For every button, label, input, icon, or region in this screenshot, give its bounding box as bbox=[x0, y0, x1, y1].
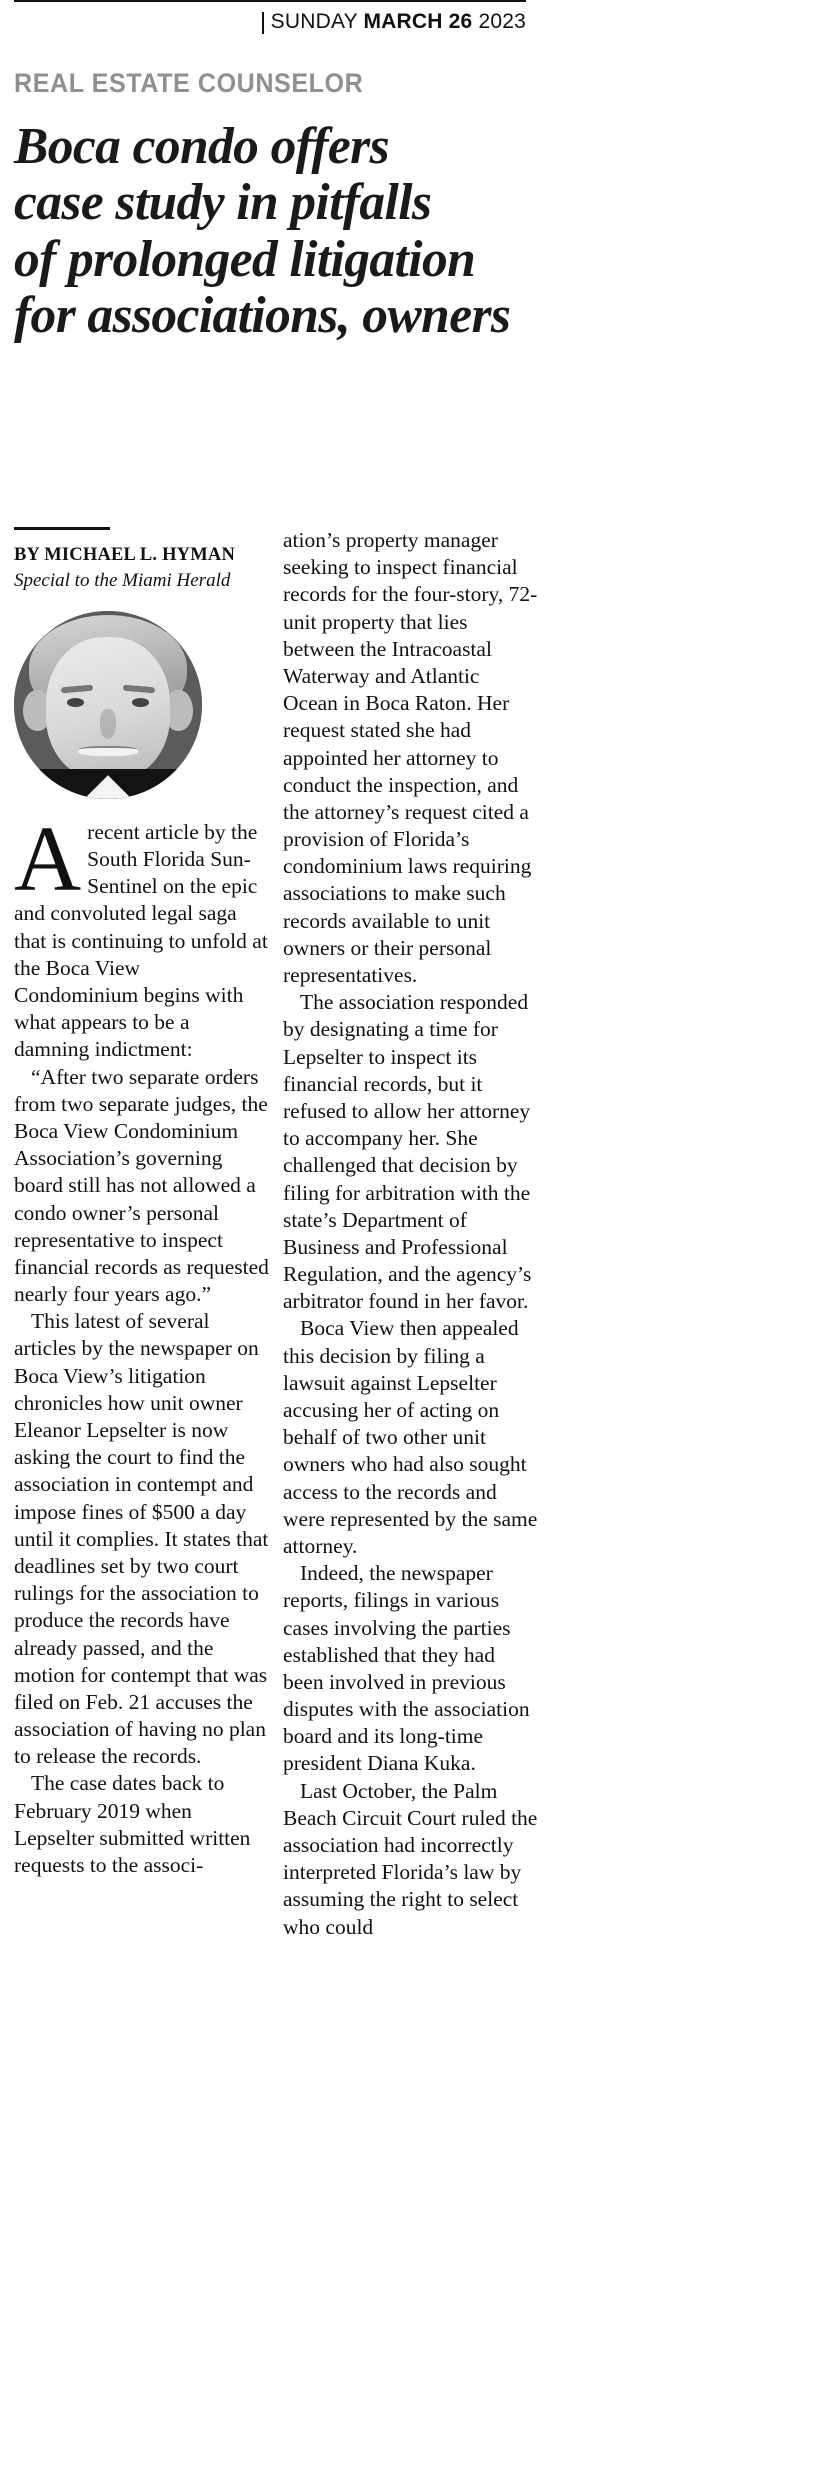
column-right bbox=[283, 527, 538, 1941]
headshot-eye-left bbox=[67, 698, 84, 707]
headshot-mouth bbox=[78, 746, 138, 755]
paragraph: Indeed, the newspaper reports, filings in various cases involving the parties established that they had been involved in previous disputes with the association board and its long-time president Diana Kuka. bbox=[283, 1561, 530, 1776]
headshot-nose bbox=[100, 709, 117, 739]
column-left-body bbox=[14, 807, 269, 1879]
headline-line-4: for associations, owners bbox=[14, 287, 511, 345]
article-columns bbox=[14, 527, 539, 1941]
headline-line-1: Boca condo offers bbox=[14, 118, 390, 175]
masthead-divider bbox=[262, 12, 264, 34]
avatar bbox=[14, 611, 202, 799]
paragraph: ation’s property manager seeking to inspect financial records for the four-story, 72-unit property that lies between the Intracoastal Waterway and Atlantic Ocean in Boca Raton. Her request stated she had appointed her attorney to conduct the inspection, and the attorney’s request cited a provision of Florida’s condominium laws requiring associations to make such records available to unit owners or their personal representatives. bbox=[283, 528, 538, 987]
author-headshot-wrap bbox=[14, 611, 269, 799]
paragraph: “After two separate orders from two separate judges, the Boca View Condominium Association’s governing board still has not allowed a condo owner’s personal representative to inspect financial records as requested nearly four years ago.” bbox=[14, 1064, 269, 1307]
drop-cap: A bbox=[14, 807, 82, 911]
column-left bbox=[14, 527, 269, 1941]
paragraph: Last October, the Palm Beach Circuit Court ruled the association had incorrectly interpreted Florida’s law by assuming the right to select who could bbox=[283, 1778, 538, 1939]
paragraph bbox=[14, 807, 269, 1064]
headline-line-3: of prolonged litigation bbox=[14, 230, 476, 288]
article-headline bbox=[14, 119, 549, 345]
byline-rule bbox=[14, 527, 110, 530]
paragraph: The association responded by designating a time for Lepselter to inspect its financial records, but it refused to allow her attorney to accompany her. She challenged that decision by filing for arbitration with the state’s Department of Business and Professional Regulation, and the agency’s arbitrator found in her favor. bbox=[283, 990, 532, 1314]
dateline-month-day: MARCH 26 bbox=[363, 10, 473, 33]
byline-desk: Special to the Miami Herald bbox=[14, 570, 231, 592]
dateline-weekday: SUNDAY bbox=[270, 10, 358, 33]
section-kicker: REAL ESTATE COUNSELOR bbox=[14, 68, 364, 98]
dateline bbox=[271, 10, 526, 34]
paragraph: This latest of several articles by the newspaper on Boca View’s litigation chronicles how unit owner Eleanor Lepselter is now asking the court to find the association in contempt and impose fines of $500 a day until it complies. It states that deadlines set by two court rulings for the association to produce the records have already passed, and the motion for contempt that was filed on Feb. 21 accuses the association of having no plan to release the records. bbox=[14, 1309, 269, 1769]
dateline-year: 2023 bbox=[478, 10, 526, 33]
paragraph: Boca View then appealed this decision by filing a lawsuit against Lepselter accusing her of acting on behalf of two other unit owners who had also sought access to the records and were represented by the same attorney. bbox=[283, 1316, 538, 1558]
paragraph: The case dates back to February 2019 when Lepselter submitted written requests to the associ- bbox=[14, 1771, 251, 1877]
headline-line-2: case study in pitfalls bbox=[14, 174, 432, 232]
masthead bbox=[14, 0, 526, 46]
paragraph-text: recent article by the South Florida Sun-Sentinel on the epic and convoluted legal saga that is continuing to unfold at the Boca View Condominium begins with what appears to be a damning indictment: bbox=[14, 819, 268, 1062]
byline-author: BY MICHAEL L. HYMAN bbox=[14, 545, 236, 565]
